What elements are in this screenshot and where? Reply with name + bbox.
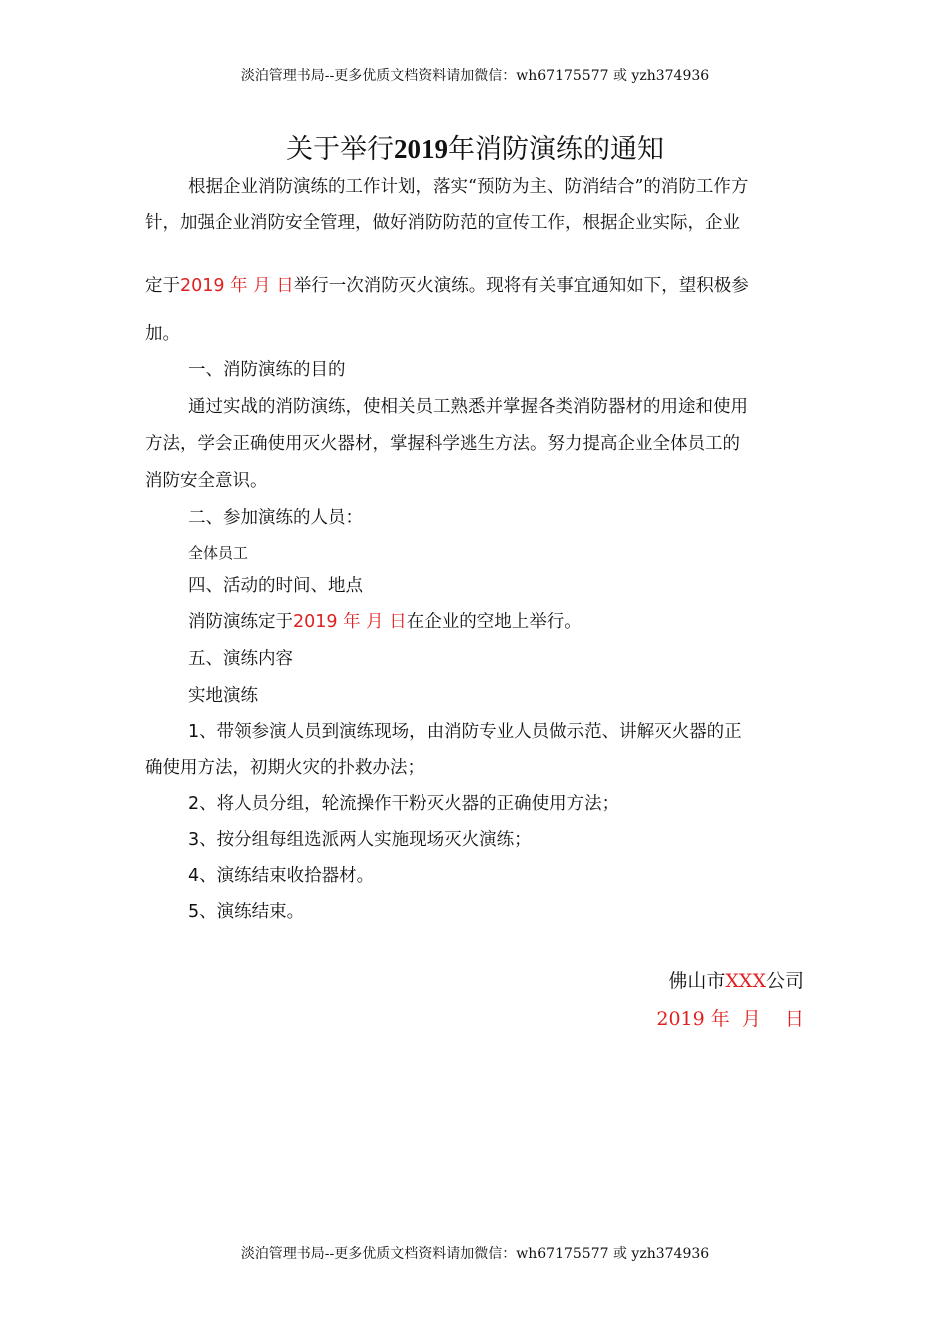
section1-line-1: 通过实战的消防演练，使相关员工熟悉并掌握各类消防器材的用途和使用 bbox=[188, 397, 748, 417]
intro-line-1: 根据企业消防演练的工作计划，落实“预防为主、防消结合”的消防工作方 bbox=[188, 177, 749, 197]
drill-date-red: 2019 年 月 日 bbox=[180, 276, 294, 296]
section5-subheading: 实地演练 bbox=[188, 686, 258, 706]
section2-content: 全体员工 bbox=[188, 544, 249, 562]
section1-line-3: 消防安全意识。 bbox=[145, 471, 268, 491]
section4-heading: 四、活动的时间、地点 bbox=[188, 576, 363, 596]
title-prefix: 关于举行 bbox=[286, 134, 394, 165]
page-header: 淡泊管理书局--更多优质文档资料请加微信：wh67175577 或 yzh374936 bbox=[240, 68, 710, 84]
section1-heading: 一、消防演练的目的 bbox=[188, 360, 346, 380]
signature-company: 佛山市XXX公司 bbox=[668, 970, 804, 992]
list-item: 确使用方法，初期火灾的扑救办法； bbox=[145, 758, 425, 778]
intro-line-2: 针，加强企业消防安全管理，做好消防防范的宣传工作，根据企业实际，企业 bbox=[145, 213, 740, 233]
list-item: 1、带领参演人员到演练现场，由消防专业人员做示范、讲解灭火器的正 bbox=[188, 722, 742, 742]
section2-heading: 二、参加演练的人员： bbox=[188, 508, 363, 528]
section5-heading: 五、演练内容 bbox=[188, 649, 293, 669]
section1-line-2: 方法，学会正确使用灭火器材，掌握科学逃生方法。努力提高企业全体员工的 bbox=[145, 434, 740, 454]
list-item: 3、按分组每组选派两人实施现场灭火演练； bbox=[188, 830, 532, 850]
document-title bbox=[0, 130, 950, 169]
title-suffix: 年消防演练的通知 bbox=[448, 134, 664, 165]
title-year: 2019 bbox=[394, 134, 448, 164]
intro-line-3: 定于2019 年 月 日举行一次消防灭火演练。现将有关事宜通知如下，望积极参 bbox=[145, 276, 749, 296]
list-item: 4、演练结束收拾器材。 bbox=[188, 866, 375, 886]
intro-line-4: 加。 bbox=[145, 324, 180, 344]
section4-date-red: 2019 年 月 日 bbox=[293, 612, 407, 632]
list-item: 2、将人员分组，轮流操作干粉灭火器的正确使用方法； bbox=[188, 794, 620, 814]
section4-line: 消防演练定于2019 年 月 日在企业的空地上举行。 bbox=[188, 612, 582, 632]
list-item: 5、演练结束。 bbox=[188, 902, 305, 922]
page-footer: 淡泊管理书局--更多优质文档资料请加微信：wh67175577 或 yzh374936 bbox=[240, 1246, 710, 1262]
signature-date: 2019 年 月 日 bbox=[656, 1008, 804, 1030]
company-name-red: XXX bbox=[725, 970, 766, 992]
